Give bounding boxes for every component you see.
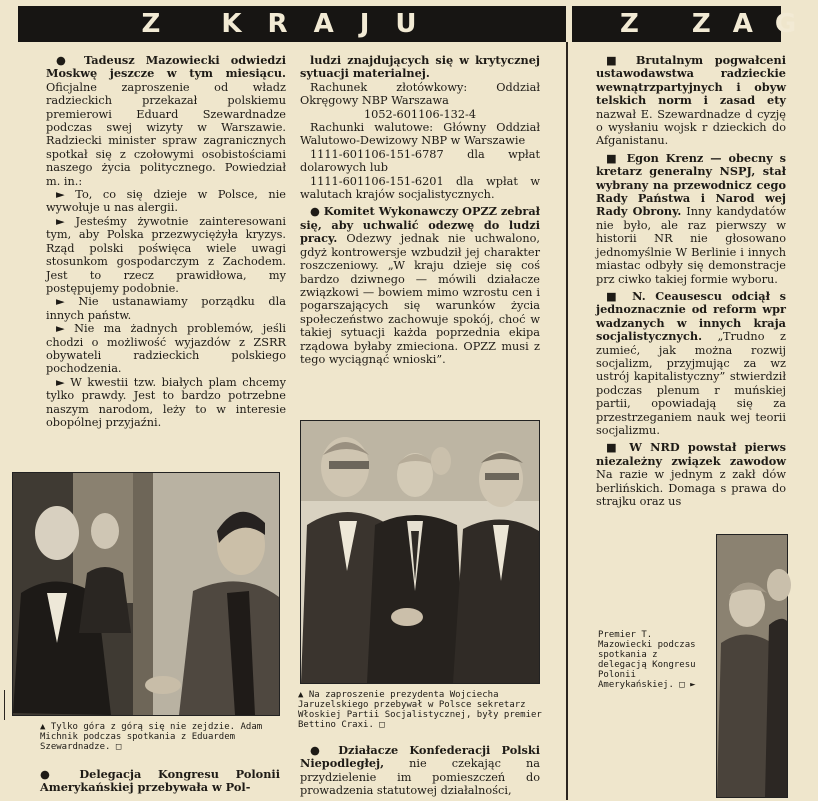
paragraph: ► Nie ma żadnych problemów, jeśli chodzi o możliwość wyjazdów z ZSRR obywateli radzieckich polskiego pochodzenia.	[46, 322, 286, 376]
column-rule	[4, 690, 5, 720]
photo-caption-michnik: ▲ Tylko góra z górą się nie zejdzie. Adam Michnik podczas spotkania z Eduardem Szewardnadze. □	[40, 722, 263, 752]
paragraph	[596, 441, 786, 508]
paragraph: 1111-601106-151-6787 dla wpłat dolarowych lub	[300, 147, 540, 175]
photo-michnik-szewardnadze	[12, 472, 280, 716]
article-body: nie czekając na przydzielenie im pomieszczeń do prowadzenia statutowej działalności,	[300, 757, 540, 798]
column-3-articles	[596, 54, 786, 508]
paragraph: ► To, co się dzieje w Polsce, nie wywołuje u nas alergii.	[46, 188, 286, 215]
paragraph	[300, 205, 540, 366]
article-kpn	[300, 744, 540, 798]
article-lead: ■ W NRD powstał pierws niezależny związek zawodow	[596, 440, 786, 468]
article-lead: ● Tadeusz Mazowiecki odwiedzi Moskwę jeszcze w tym miesiącu.	[46, 53, 286, 81]
paragraph	[596, 152, 786, 286]
column-3-clip	[572, 50, 786, 530]
photo-jaruzelski-craxi	[300, 420, 540, 684]
paragraph	[300, 54, 540, 81]
paragraph: 1052-601106-132-4	[363, 107, 477, 121]
photo-caption-craxi: ▲ Na zaproszenie prezydenta Wojciecha Jaruzelskiego przebywał w Polsce sekretarz Włoskiej Partii Socjalistycznej, były premier Bettino Craxi. □	[298, 690, 542, 730]
section-header-domestic: Z KRAJU	[18, 6, 566, 42]
paragraph: 1111-601106-151-6201 dla wpłat w walutach krajów socjalistycznych.	[300, 174, 540, 202]
column-rule	[566, 42, 568, 800]
article-body: Odezwy jednak nie uchwalono, gdyż kontrowersje wzbudził jej charakter roszczeniowy. „W kraju dzieje się coś bardzo dziwnego — mówili działacze związkowi — bowiem mimo wzrostu cen i pogarszających się warunków życia społeczeństwo zachowuje spokój, choć w takiej sytuacji każda poprzednia ekipa rządowa byłaby zmieciona. OPZZ musi z tego wyciągnąć wnioski”.	[300, 232, 540, 366]
section-header-foreign: Z ZAG	[572, 6, 781, 42]
article-body: Oficjalne zaproszenie od władz radzieckich przekazał polskiemu premierowi Eduard Szewardnadze podczas swej wizyty w Warszawie. Radziecki minister spraw zagranicznych spotkał się z czołowymi osobistościami naszego życia politycznego. Powiedział m. in.:	[46, 80, 286, 188]
article-lead: ■ Egon Krenz — obecny s kretarz generalny NSPJ, stał wybrany na przewodnicz cego Rady Państwa i Narod wej Rady Obrony.	[596, 150, 786, 219]
photo-mazowiecki-polonia	[716, 534, 788, 798]
column-2-articles	[300, 54, 540, 366]
article-body: Inny kandydatów nie było, ale raz pierwszy w historii NR nie głosowano jednomyślnie W Berlinie i innych miastac odbyły się demonstracje prz ciwko takiej formie wyboru.	[596, 205, 786, 286]
article-polonia-delegation	[40, 768, 280, 795]
column-1-articles	[46, 54, 286, 429]
paragraph: Rachunek złotówkowy: Oddział Okręgowy NBP Warszawa	[300, 80, 540, 108]
article-body: nazwał E. Szewardnadze d cyzję o wysłaniu wojsk r dzieckich do Afganistanu.	[596, 107, 786, 148]
article-body: Na razie w jednym z zakł dów berlińskich. Domaga s prawa do strajku oraz us	[596, 468, 786, 508]
paragraph	[596, 54, 786, 148]
paragraph	[596, 290, 786, 437]
paragraph: ► W kwestii tzw. białych plam chcemy tylko prawdy. Jest to bardzo potrzebne naszym narodom, leży to w interesie obopólnej przyjaźni.	[46, 375, 286, 429]
article-lead: ludzi znajdujących się w krytycznej sytuacji materialnej.	[300, 53, 540, 81]
paragraph: Rachunki walutowe: Główny Oddział Walutowo-Dewizowy NBP w Warszawie	[300, 121, 540, 148]
paragraph: ► Nie ustanawiamy porządku dla innych państw.	[46, 295, 286, 322]
article-lead: ● Delegacja Kongresu Polonii Amerykańskiej przebywała w Pol-	[40, 767, 280, 795]
article-lead: ● Komitet Wykonawczy OPZZ zebrał się, aby uchwalić odezwę do ludzi pracy.	[300, 204, 540, 246]
article-lead: ■ Brutalnym pogwałceni ustawodawstwa radzieckie wewnątrzpartyjnych i obyw telskich norm i zasad ety	[596, 53, 786, 108]
paragraph: ► Jesteśmy żywotnie zainteresowani tym, aby Polska przezwyciężyła kryzys. Rząd polski poświęca wiele uwagi stosunkom gospodarczym z Zachodem. Jest to rzecz prawidłowa, my postępujemy podobnie.	[46, 214, 286, 295]
paragraph	[46, 54, 286, 188]
photo-caption-mazowiecki: Premier T. Mazowiecki podczas spotkania z delegacją Kongresu Polonii Amerykańskiej. □ ►	[598, 630, 696, 690]
article-body: „Trudno z zumieć, jak można rozwij socjalizm, przyjmując za wz ustrój kapitalistyczny” stwierdził podczas plenum r muńskiej partii, opowiadają się za przestrzeganiem nauk wej teorii socjalizmu.	[596, 330, 786, 437]
article-lead: ● Działacze Konfederacji Polski Niepodległej,	[300, 743, 540, 771]
article-lead: ■ N. Ceausescu odciął s jednoznacznie od reform wpr wadzanych w innych kraja socjalistycznych.	[596, 288, 786, 344]
